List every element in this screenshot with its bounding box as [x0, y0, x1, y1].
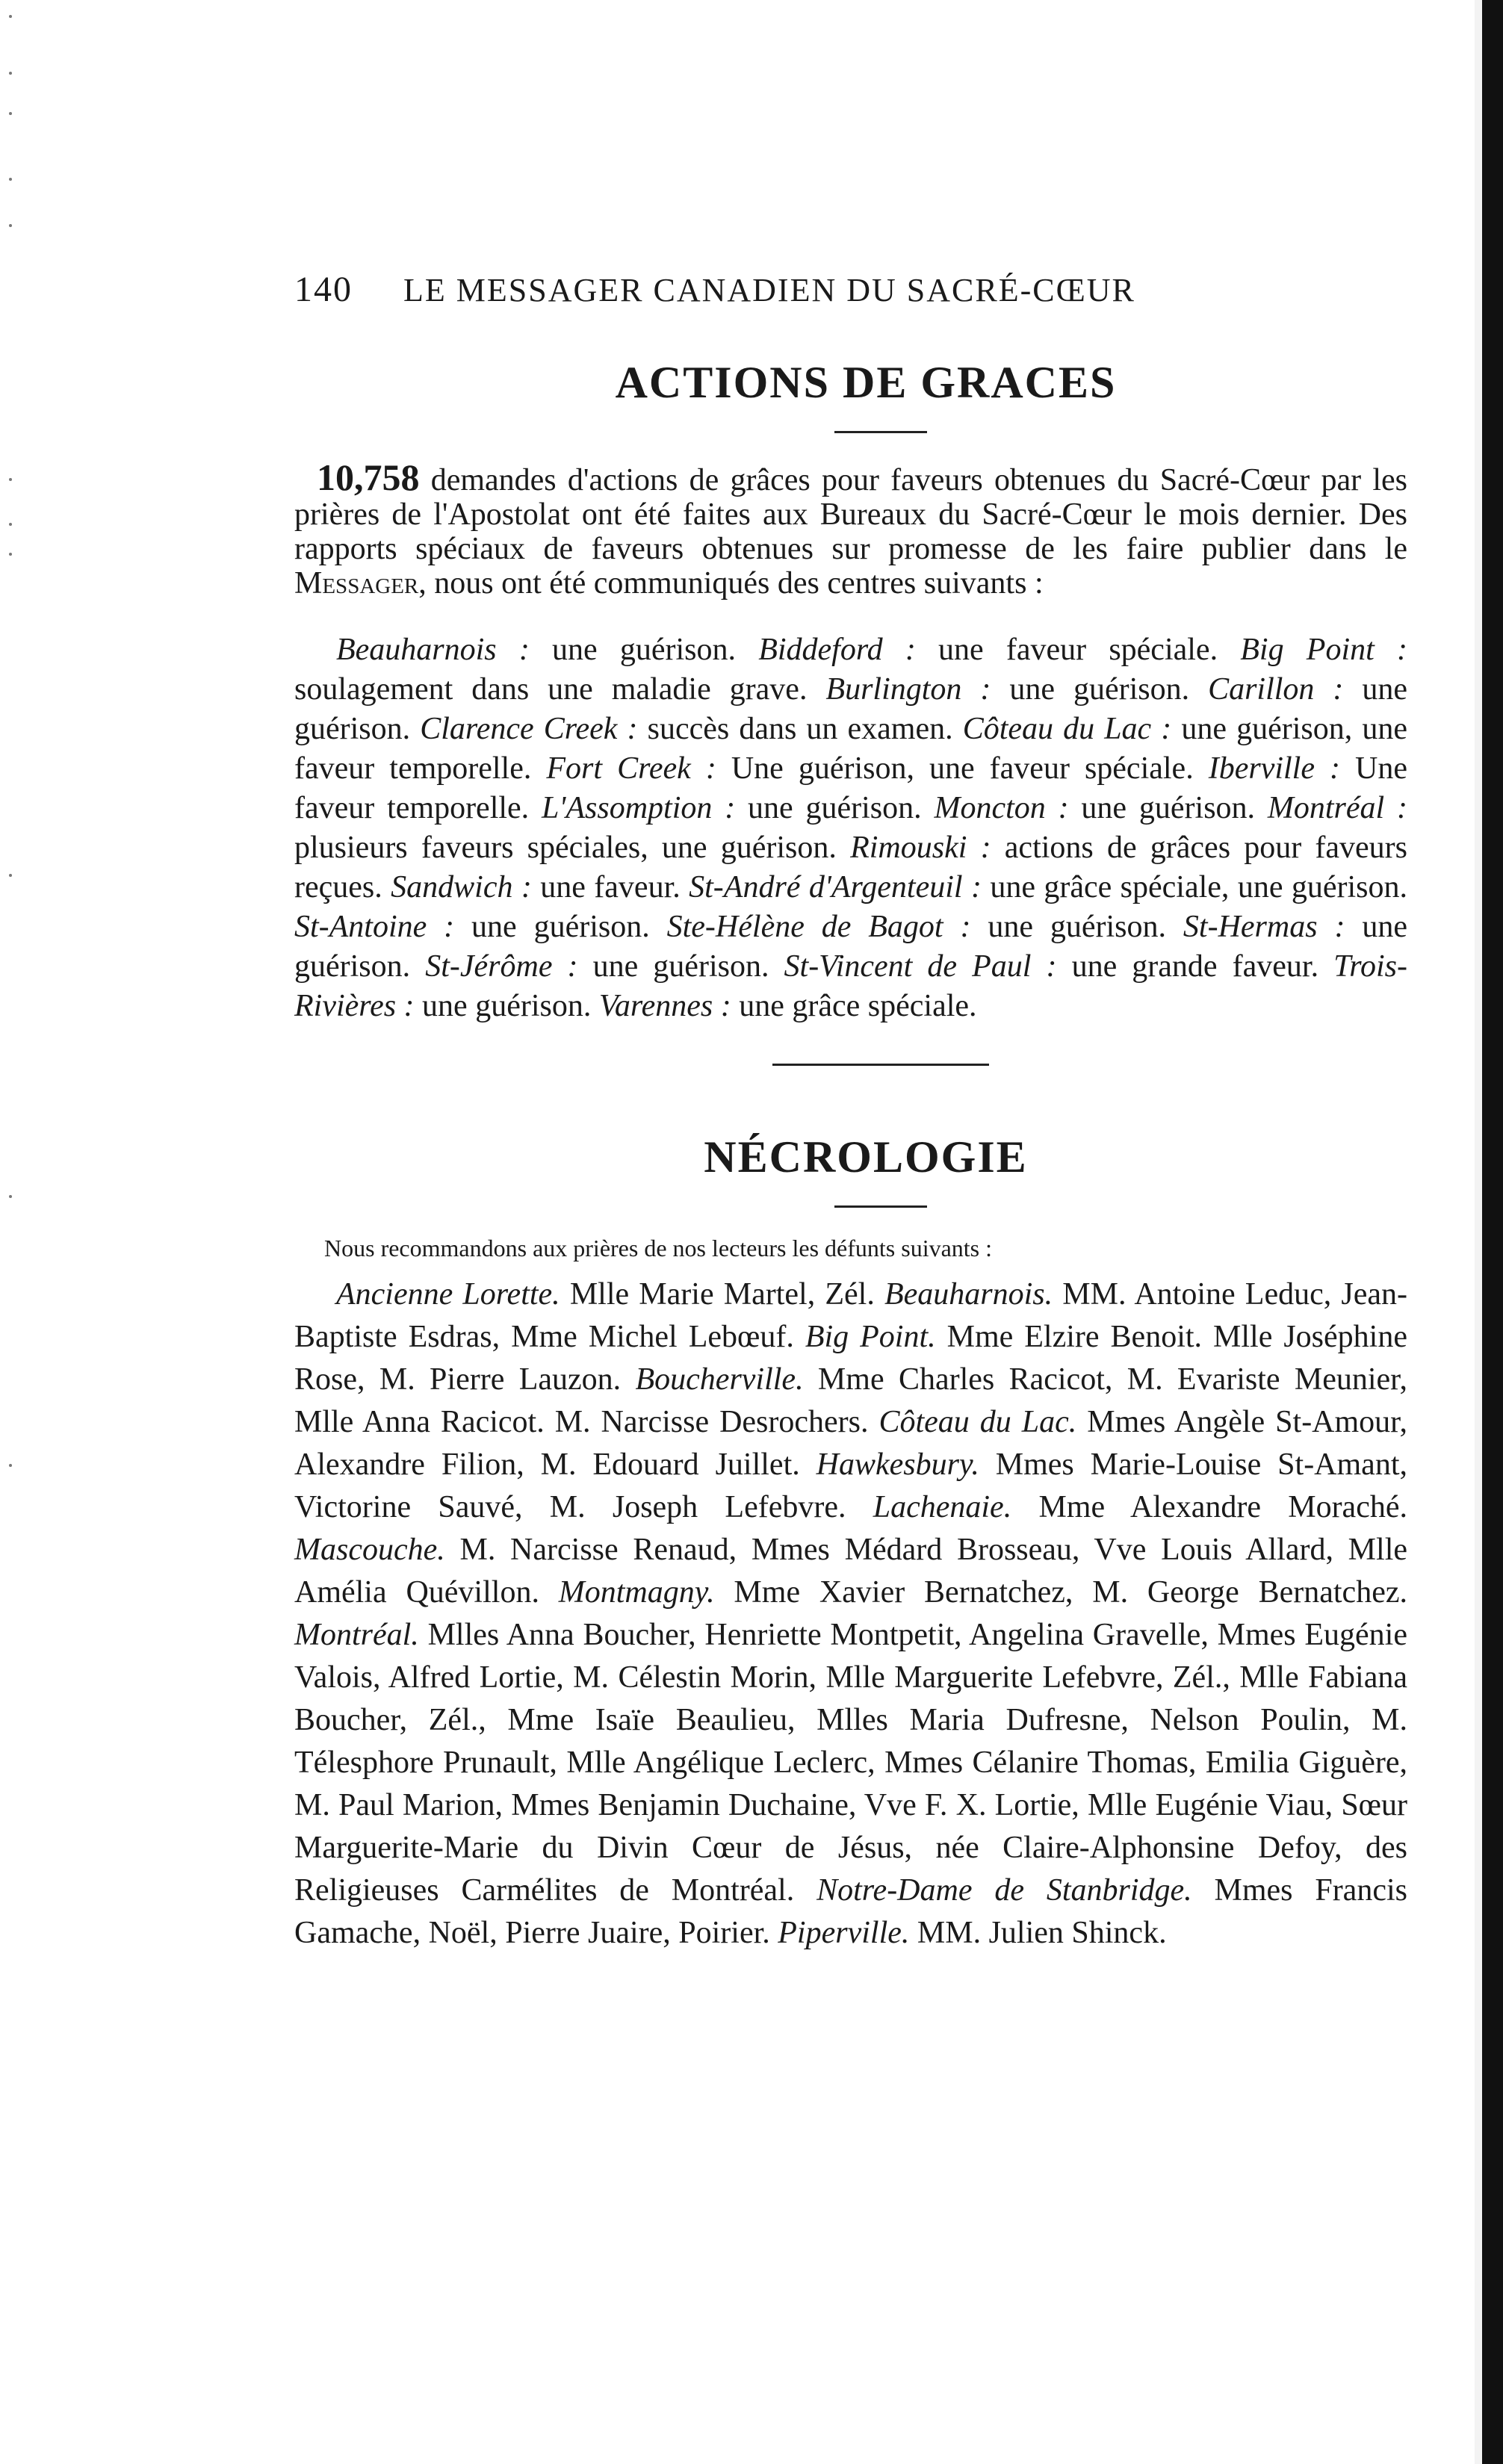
grace-entry-text: une guérison.: [577, 949, 784, 984]
grace-entry-place: Burlington :: [825, 672, 991, 707]
grace-entry-text: une guérison.: [414, 989, 599, 1023]
necrology-entry-text: MM. Julien Shinck.: [909, 1916, 1167, 1950]
necrology-entry-text: Mme Alexandre Moraché.: [1011, 1490, 1407, 1524]
grace-entry-place: Fort Creek :: [546, 751, 716, 786]
grace-entry-text: succès dans un examen.: [637, 712, 963, 746]
grace-entry-place: Beauharnois :: [336, 633, 530, 667]
grace-entry-text: une grâce spéciale.: [731, 989, 977, 1023]
grace-entry-place: Clarence Creek :: [420, 712, 638, 746]
necrology-entry-place: Mascouche.: [294, 1533, 445, 1567]
intro-text-a: demandes d'actions de grâces pour faveurs obtenues du Sacré-Cœur par les prières de l'Apostolat ont été faites aux Bureaux du Sacré-Cœur le mois dernier. Des rapports spéciaux de faveurs obtenues sur promesse de les faire publier dans le: [294, 463, 1407, 566]
necrology-entry-text: Mme Elzire Benoit. Mlle Joséphine Rose, M. Pierre Lauzon.: [294, 1320, 1407, 1397]
grace-entry-text: une guérison.: [294, 910, 1407, 984]
necrology-entry-text: Mmes Angèle St-Amour, Alexandre Filion, M. Edouard Juillet.: [294, 1405, 1407, 1482]
grace-entry-text: une guérison, une faveur temporelle.: [294, 712, 1407, 786]
grace-entry-place: Rimouski :: [850, 831, 991, 865]
grace-entry-place: St-André d'Argenteuil :: [689, 870, 982, 904]
grace-entry-text: une faveur.: [531, 870, 689, 904]
grace-entry-place: Sandwich :: [391, 870, 532, 904]
grace-entry-place: Biddeford :: [758, 633, 916, 667]
section-heading-actions-de-graces: ACTIONS DE GRACES: [615, 358, 1117, 407]
grace-entry-place: Varennes :: [598, 989, 731, 1023]
necrology-entry-place: Montmagny.: [558, 1575, 715, 1610]
necrology-entry-text: M. Narcisse Renaud, Mmes Médard Brosseau, Vve Louis Allard, Mlle Amélia Quévillon.: [294, 1533, 1407, 1610]
grace-entry-place: St-Antoine :: [294, 910, 455, 944]
grace-entry-text: une guérison.: [1068, 791, 1268, 825]
page-body: [294, 269, 1407, 1955]
book-spine-shadow: [1482, 0, 1503, 2464]
grace-entry-text: une guérison.: [991, 672, 1209, 707]
necrology-entry-place: Beauharnois.: [884, 1277, 1053, 1312]
necrology-entry-place: Ancienne Lorette.: [336, 1277, 560, 1312]
grace-entry-place: St-Jérôme :: [425, 949, 578, 984]
grace-entry-text: une grâce spéciale, une guérison.: [981, 870, 1407, 904]
necrology-entry-text: Mmes Marie-Louise St-Amant, Victorine Sauvé, M. Joseph Lefebvre.: [294, 1447, 1407, 1524]
grace-entry-place: Carillon :: [1208, 672, 1344, 707]
section-divider: [772, 1064, 989, 1066]
necrology-entry-place: Lachenaie.: [873, 1490, 1012, 1524]
grace-entry-place: Moncton :: [934, 791, 1069, 825]
grace-entry-place: Big Point :: [1240, 633, 1407, 667]
heading-rule: [834, 1205, 927, 1208]
grace-entry-text: une faveur spéciale.: [915, 633, 1241, 667]
journal-title: LE MESSAGER CANADIEN DU SACRÉ-CŒUR: [403, 272, 1135, 308]
necrology-entry-text: Mlles Anna Boucher, Henriette Montpetit, Angelina Gravelle, Mmes Eugénie Valois, Alfred Lortie, M. Célestin Morin, Mlle Marguerite Lefebvre, Zél., Mlle Fabiana Boucher, Zél., Mme Isaïe Beaulieu, Mlles Maria Dufresne, Nelson Poulin, M. Télesphore Prunault, Mlle Angélique Leclerc, Mmes Célanire Thomas, Emilia Giguère, M. Paul Marion, Mmes Benjamin Duchaine, Vve F. X. Lortie, Mlle Eugénie Viau, Sœur Marguerite-Marie du Divin Cœur de Jésus, née Claire-Alphonsine Defoy, des Religieuses Carmélites de Montréal.: [294, 1618, 1407, 1908]
grace-entry-text: plusieurs faveurs spéciales, une guérison.: [294, 831, 851, 865]
necrology-entry-text: MM. Antoine Leduc, Jean-Baptiste Esdras, Mme Michel Lebœuf.: [294, 1277, 1407, 1354]
necrology-entry-text: Mmes Francis Gamache, Noël, Pierre Juaire, Poirier.: [294, 1873, 1407, 1950]
grace-entry-place: Montréal :: [1267, 791, 1408, 825]
necrology-entry-place: Piperville.: [778, 1916, 910, 1950]
necrology-entry-place: Notre-Dame de Stanbridge.: [816, 1873, 1192, 1908]
spine-gutter: [1475, 0, 1482, 2464]
request-count: 10,758: [317, 456, 420, 498]
messager-name: Messager: [294, 566, 419, 601]
necrology-entry-place: Hawkesbury.: [816, 1447, 979, 1482]
heading-rule: [834, 431, 927, 433]
grace-entry-text: une guérison.: [529, 633, 759, 667]
page-number: 140: [294, 270, 353, 309]
intro-paragraph: [294, 456, 1407, 601]
grace-entry-text: soulagement dans une maladie grave.: [294, 672, 826, 707]
grace-entry-place: Trois-Rivières :: [294, 949, 1407, 1023]
section-heading-necrologie: NÉCROLOGIE: [704, 1132, 1028, 1182]
grace-entry-place: Iberville :: [1208, 751, 1341, 786]
necrology-entry-text: Mlle Marie Martel, Zél.: [560, 1277, 884, 1312]
grace-entry-place: L'Assomption :: [542, 791, 736, 825]
grace-entry-text: une grande faveur.: [1056, 949, 1334, 984]
grace-entry-text: actions de grâces pour faveurs reçues.: [294, 831, 1408, 904]
necrology-entry-place: Montréal.: [294, 1618, 419, 1652]
grace-entry-place: St-Hermas :: [1183, 910, 1345, 944]
necrology-entry-place: Boucherville.: [635, 1362, 804, 1397]
intro-text-b: , nous ont été communiqués des centres suivants :: [418, 566, 1044, 601]
grace-entry-place: Côteau du Lac :: [962, 712, 1172, 746]
necrology-lead: Nous recommandons aux prières de nos lecteurs les défunts suivants :: [324, 1235, 993, 1262]
necrology-entry-place: Big Point.: [805, 1320, 936, 1354]
grace-entry-text: une guérison.: [735, 791, 935, 825]
grace-entry-text: une guérison.: [454, 910, 667, 944]
grace-entry-place: Ste-Hélène de Bagot :: [666, 910, 971, 944]
margin-specks: [0, 0, 22, 2464]
necrology-paragraph: [294, 1273, 1407, 1955]
grace-entry-text: Une faveur temporelle.: [294, 751, 1408, 825]
necrology-entry-text: Mme Xavier Bernatchez, M. George Bernatchez.: [714, 1575, 1407, 1610]
graces-paragraph: [294, 630, 1407, 1026]
grace-entry-text: une guérison.: [970, 910, 1183, 944]
grace-entry-place: St-Vincent de Paul :: [784, 949, 1057, 984]
grace-entry-text: Une guérison, une faveur spéciale.: [716, 751, 1209, 786]
grace-entry-text: une guérison.: [294, 672, 1407, 746]
running-head: [294, 269, 1407, 314]
necrology-entry-place: Côteau du Lac.: [878, 1405, 1077, 1439]
necrology-entry-text: Mme Charles Racicot, M. Evariste Meunier, Mlle Anna Racicot. M. Narcisse Desrochers.: [294, 1362, 1407, 1439]
